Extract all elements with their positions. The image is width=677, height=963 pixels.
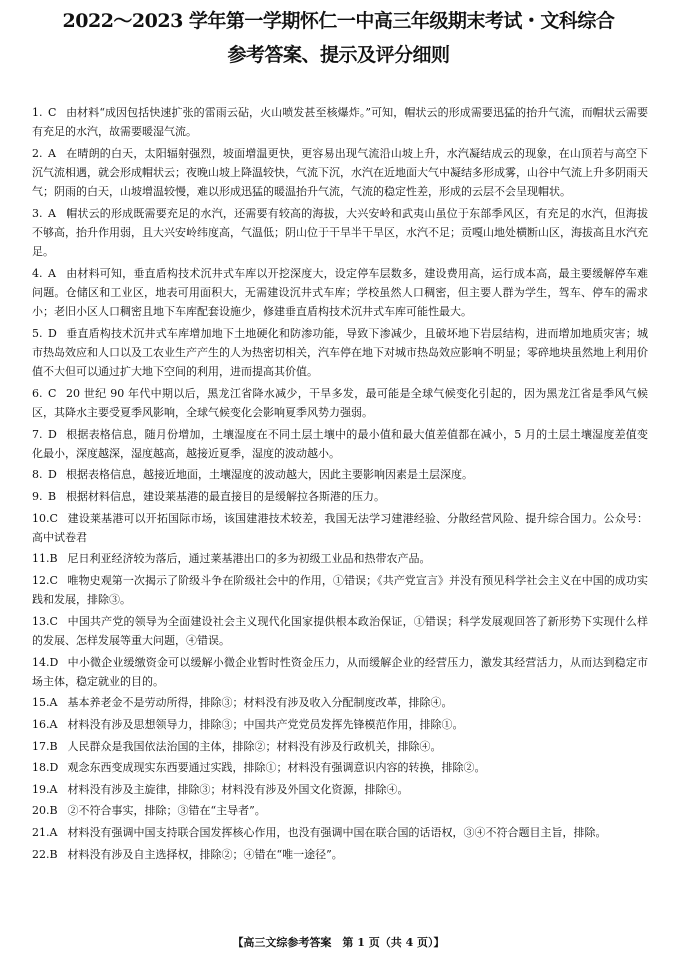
answer-item: [32, 653, 648, 691]
question-number: 12.: [32, 573, 50, 587]
answer-explanation: 根据材料信息，建设莱基港的最直接目的是缓解拉各斯港的压力。: [66, 489, 385, 503]
answer-item: [32, 715, 648, 734]
answer-explanation: 中小微企业缓缴资金可以缓解小微企业暂时性资金压力，从而缓解企业的经营压力，激发其经营活力，从而达到稳定市场主体，稳定就业的目的。: [32, 655, 648, 688]
answer-letter: A: [49, 782, 58, 796]
answer-explanation: 观念东西变成现实东西要通过实践，排除①；材料没有强调意识内容的转换，排除②。: [67, 761, 486, 775]
answer-explanation: 材料没有涉及思想领导力，排除③；中国共产党党员发挥先锋模范作用，排除①。: [67, 717, 464, 731]
question-number: 15.: [32, 696, 50, 710]
answer-letter: A: [49, 717, 58, 731]
answer-letter: A: [48, 146, 56, 160]
question-number: 2.: [32, 146, 43, 160]
answer-item: [32, 324, 648, 382]
answer-explanation: 帽状云的形成既需要充足的水汽，还需要有较高的海拔，大兴安岭和武夷山虽位于东部季风区，有充足的水汽，但海拔不够高，抬升作用弱，且大兴安岭纬度高，气温低；阴山位于干旱半干旱区，水汽不足；贡嘎山地处横断山区，海拔高且水汽充足。: [32, 206, 648, 259]
answer-item: [32, 144, 648, 202]
answer-letter: C: [49, 614, 58, 628]
question-number: 9.: [32, 489, 43, 503]
question-number: 3.: [32, 206, 43, 220]
answer-letter: B: [49, 847, 58, 861]
answer-item: [32, 737, 648, 756]
answer-explanation: 中国共产党的领导为全面建设社会主义现代化国家提供根本政治保证，①错误；科学发展观回答了新形势下实现什么样的发展、怎样发展等重大问题，④错误。: [32, 614, 648, 647]
answer-item: [32, 801, 648, 820]
answer-item: [32, 103, 648, 141]
answer-explanation: 根据表格信息，随月份增加，土壤湿度在不同土层土壤中的最小值和最大值差值都在减小，5 月的土层土壤湿度差值变化最小，深度越深，湿度越高，越接近夏季，湿度的波动越小。: [32, 427, 648, 460]
answer-explanation: 由材料可知，垂直盾构技术沉井式车库以开挖深度大，设定停车层数多，建设费用高，运行成本高，最主要缓解停车难问题。仓储区和工业区，地表可用面积大，无需建设沉井式车库；学校虽然人口稠密，但主要人群为学生，驾车、停车的需求小；老旧小区人口稠密且地下车库配套设施少，修建垂直盾构技术沉井式车库可能性最大。: [32, 266, 648, 319]
answer-letter: D: [49, 761, 59, 775]
question-number: 4.: [32, 266, 43, 280]
question-number: 7.: [32, 427, 43, 441]
answer-explanation: 材料没有涉及自主选择权，排除②；④错在“唯一途径”。: [67, 847, 343, 861]
question-number: 5.: [32, 326, 43, 340]
answer-item: [32, 509, 648, 547]
answer-explanation: 20 世纪 90 年代中期以后，黑龙江省降水减少，干旱多发，最可能是全球气候变化引起的，因为黑龙江省是季风气候区，其降水主要受夏季风影响，全球气候变化会影响夏季风势力强弱。: [32, 386, 648, 419]
answer-explanation: 人民群众是我国依法治国的主体，排除②；材料没有涉及行政机关，排除④。: [67, 739, 442, 753]
question-number: 6.: [32, 386, 43, 400]
answer-item: [32, 487, 648, 506]
answer-item: [32, 425, 648, 463]
question-number: 19.: [32, 782, 50, 796]
answer-item: [32, 693, 648, 712]
answer-item: [32, 845, 648, 864]
answer-explanation: 根据表格信息，越接近地面，土壤湿度的波动越大，因此主要影响因素是土层深度。: [66, 468, 473, 482]
page-footer: 【高三文综参考答案 第 1 页（共 4 页）】: [232, 936, 445, 949]
answer-letter: D: [48, 427, 57, 441]
answer-explanation: 基本养老金不是劳动所得，排除③；材料没有涉及收入分配制度改革，排除④。: [67, 696, 453, 710]
question-number: 20.: [32, 804, 50, 818]
answer-letter: B: [49, 739, 58, 753]
answer-letter: C: [48, 106, 57, 119]
answer-item: [32, 780, 648, 799]
answer-item: [32, 384, 648, 422]
question-number: 11.: [32, 552, 50, 566]
answer-explanation: 尼日利亚经济较为落后，通过莱基港出口的多为初级工业品和热带农产品。: [67, 552, 431, 566]
answer-explanation: 垂直盾构技术沉井式车库增加地下土地硬化和防渗功能，导致下渗减少，且破坏地下岩层结构，进而增加地质灾害；城市热岛效应和人口以及工农业生产产生的人为热密切相关，汽车停在地下对城市热岛效应影响不明显；零碎地块虽然地上利用价值不大但可以通过扩大地下空间的利用，进而提高其价值。: [32, 326, 648, 379]
question-number: 16.: [32, 717, 50, 731]
answer-explanation: ②不符合事实，排除；③错在“主导者”。: [67, 804, 266, 818]
answer-item: [32, 264, 648, 322]
page-subtitle: 参考答案、提示及评分细则: [227, 44, 450, 66]
question-number: 14.: [32, 655, 50, 669]
answer-letter: B: [49, 804, 58, 818]
answer-explanation: 建设莱基港可以开拓国际市场，该国建港技术较差，我国无法学习建港经验、分散经营风险、提升综合国力。公众号：高中试卷君: [32, 511, 648, 544]
question-number: 13.: [32, 614, 50, 628]
answer-explanation: 在晴朗的白天，太阳辐射强烈，坡面增温更快，更容易出现气流沿山坡上升，水汽凝结成云的现象，在山顶若与高空下沉气流相遇，就会形成帽状云；夜晚山坡上降温较快，气流下沉，水汽在近地面大气中凝结多形成雾，山谷中气流上升多阴雨天气；阴雨的白天，山坡增温较慢，难以形成迅猛的暖温抬升气流，气流的稳定性差，形成的云层不会呈现帽状。: [32, 146, 648, 199]
answer-item: [32, 549, 648, 568]
answer-letter: D: [48, 468, 57, 482]
answer-letter: C: [49, 511, 58, 525]
question-number: 10.: [32, 511, 50, 525]
question-number: 18.: [32, 761, 50, 775]
answer-letter: D: [48, 326, 57, 340]
answer-letter: D: [49, 655, 59, 669]
answer-letter: B: [48, 489, 57, 503]
question-number: 17.: [32, 739, 50, 753]
answer-item: [32, 465, 648, 484]
question-number: 22.: [32, 847, 50, 861]
answer-letter: C: [48, 386, 57, 400]
answer-explanation: 唯物史观第一次揭示了阶级斗争在阶级社会中的作用，①错误；《共产党宣言》并没有预见科学社会主义在中国的成功实践和发展，排除③。: [32, 573, 648, 607]
answer-letter: A: [49, 696, 58, 710]
question-number: 21.: [32, 825, 50, 839]
answer-letter: A: [48, 206, 56, 220]
answer-item: [32, 612, 648, 650]
question-number: 8.: [32, 468, 43, 482]
answer-item: [32, 571, 648, 609]
answer-item: [32, 204, 648, 262]
answer-item: [32, 758, 648, 777]
answer-letter: A: [49, 825, 58, 839]
answer-letter: C: [49, 573, 58, 587]
question-number: 1.: [32, 106, 43, 119]
page-title: 2022～2023 学年第一学期怀仁一中高三年级期末考试・文科综合: [62, 10, 615, 32]
answer-letter: B: [49, 552, 58, 566]
answer-item: [32, 823, 648, 842]
answer-explanation: 由材料“成因包括快速扩张的雷雨云砧，火山喷发甚至核爆炸。”可知，帽状云的形成需要迅猛的抬升气流，而帽状云需要有充足的水汽，故需要暖湿气流。: [32, 106, 648, 139]
answer-explanation: 材料没有涉及主旋律，排除③；材料没有涉及外国文化资源，排除④。: [67, 782, 409, 796]
answer-list: [32, 103, 648, 866]
answer-letter: A: [48, 266, 56, 280]
answer-explanation: 材料没有强调中国支持联合国发挥核心作用，也没有强调中国在联合国的话语权，③④不符合题目主旨，排除。: [67, 825, 607, 839]
